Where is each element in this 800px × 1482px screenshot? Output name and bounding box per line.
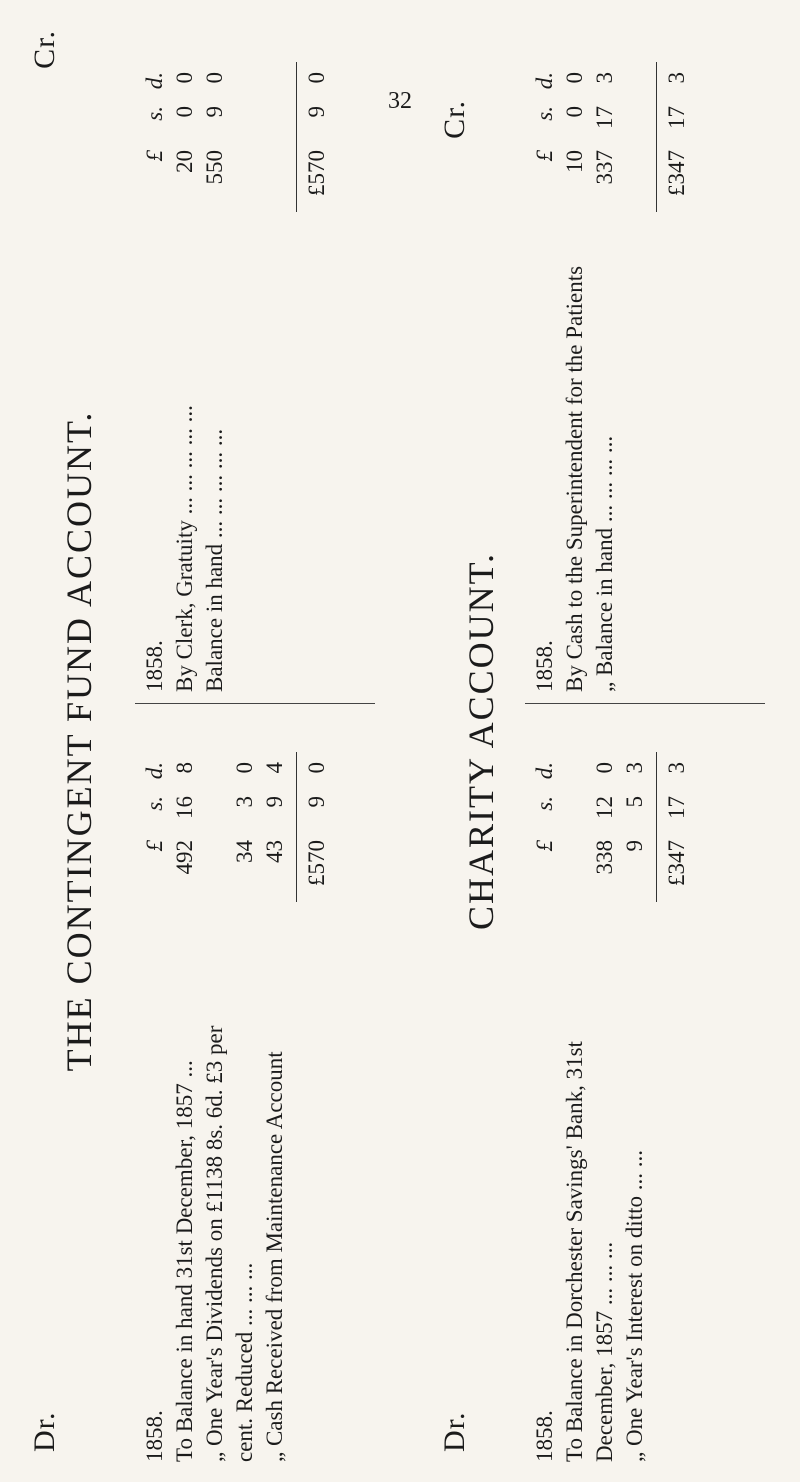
- year-label: 1858.: [142, 1410, 167, 1462]
- pence: 3: [592, 72, 617, 84]
- entry-description: December, 1857 ... ... ...: [592, 1241, 617, 1462]
- total-rule: [656, 752, 657, 902]
- ledger-row: [200, 12, 230, 692]
- pounds: 9: [622, 840, 647, 852]
- debit-column: [530, 712, 692, 1462]
- total-pounds: £347: [664, 840, 689, 886]
- pounds: 337: [592, 150, 617, 185]
- shillings: 9: [202, 106, 227, 118]
- account-title: THE CONTINGENT FUND ACCOUNT.: [59, 410, 99, 1072]
- entry-description: „ One Year's Interest on ditto ... ...: [622, 1149, 647, 1462]
- shillings-header: s.: [142, 796, 167, 811]
- pounds: 20: [172, 150, 197, 173]
- pounds-header: £: [142, 840, 167, 852]
- total-pence: 0: [304, 72, 329, 84]
- total-pence: 3: [664, 762, 689, 774]
- year-label: 1858.: [142, 640, 167, 692]
- pounds: 550: [202, 150, 227, 185]
- entry-description: Balance in hand ... ... ... ... ...: [202, 428, 227, 692]
- pounds: 492: [172, 840, 197, 875]
- entry-description: To Balance in hand 31st December, 1857 ...: [172, 1060, 197, 1462]
- total-shillings: 9: [304, 106, 329, 118]
- total-shillings: 17: [664, 796, 689, 819]
- total-rule: [656, 62, 657, 212]
- pounds-header: £: [532, 150, 557, 162]
- header-row: [530, 12, 560, 692]
- total-rule: [296, 62, 297, 212]
- total-pence: 3: [664, 72, 689, 84]
- header-row: [530, 712, 560, 1462]
- column-divider: [135, 703, 375, 704]
- ledger-row: [170, 12, 200, 692]
- ledger-row: [590, 12, 620, 692]
- total-pounds: £347: [664, 150, 689, 196]
- pence: 8: [172, 762, 197, 774]
- entry-description: To Balance in Dorchester Savings' Bank, 31st: [562, 1041, 587, 1462]
- pence-header: d.: [532, 762, 557, 780]
- pounds: 10: [562, 150, 587, 173]
- pence: 0: [202, 72, 227, 84]
- ledger-row: [590, 712, 620, 1462]
- pence-header: d.: [142, 72, 167, 90]
- pounds: 34: [232, 840, 257, 863]
- credit-marker: Cr.: [28, 30, 61, 69]
- total-pounds: £570: [304, 840, 329, 886]
- pence: 0: [172, 72, 197, 84]
- page-number: 32: [388, 88, 412, 114]
- shillings: 0: [562, 106, 587, 118]
- ledger-row: [560, 712, 590, 1462]
- entry-description: „ Balance in hand ... ... ... ...: [592, 435, 617, 692]
- credit-marker: Cr.: [438, 100, 471, 139]
- column-divider: [525, 703, 765, 704]
- credit-column: [140, 12, 332, 692]
- shillings: 0: [172, 106, 197, 118]
- ledger-row: [260, 712, 290, 1462]
- pounds: 338: [592, 840, 617, 875]
- total-pence: 0: [304, 762, 329, 774]
- shillings: 5: [622, 796, 647, 808]
- total-row: [302, 712, 332, 1462]
- pence: 0: [232, 762, 257, 774]
- shillings: 17: [592, 106, 617, 129]
- shillings-header: s.: [142, 106, 167, 121]
- pence-header: d.: [532, 72, 557, 90]
- debit-column: [140, 712, 332, 1462]
- pence: 0: [562, 72, 587, 84]
- pounds: 43: [262, 840, 287, 863]
- ledger-row: [620, 712, 650, 1462]
- header-row: [140, 12, 170, 692]
- ledger-row: [200, 712, 230, 1462]
- total-rule: [296, 752, 297, 902]
- credit-column: [530, 12, 692, 692]
- total-row: [662, 12, 692, 692]
- year-label: 1858.: [532, 1410, 557, 1462]
- shillings: 12: [592, 796, 617, 819]
- entry-description: cent. Reduced ... ... ...: [232, 1262, 257, 1462]
- entry-description: By Clerk, Gratuity ... ... ... ... ...: [172, 405, 197, 692]
- debit-marker: Dr.: [438, 1411, 471, 1452]
- pence: 4: [262, 762, 287, 774]
- account-title: CHARITY ACCOUNT.: [461, 552, 501, 931]
- debit-marker: Dr.: [28, 1411, 61, 1452]
- ledger-row: [230, 712, 260, 1462]
- year-label: 1858.: [532, 640, 557, 692]
- entry-description: By Cash to the Superintendent for the Patients: [562, 265, 587, 692]
- charity-account: [430, 0, 800, 1482]
- pence-header: d.: [142, 762, 167, 780]
- total-shillings: 17: [664, 106, 689, 129]
- total-pounds: £570: [304, 150, 329, 196]
- shillings: 3: [232, 796, 257, 808]
- shillings: 9: [262, 796, 287, 808]
- shillings-header: s.: [532, 106, 557, 121]
- total-row: [302, 12, 332, 692]
- entry-description: „ Cash Received from Maintenance Account: [262, 1051, 287, 1462]
- total-row: [662, 712, 692, 1462]
- header-row: [140, 712, 170, 1462]
- pounds-header: £: [142, 150, 167, 162]
- pence: 3: [622, 762, 647, 774]
- ledger-row: [560, 12, 590, 692]
- pounds-header: £: [532, 840, 557, 852]
- shillings-header: s.: [532, 796, 557, 811]
- shillings: 16: [172, 796, 197, 819]
- entry-description: „ One Year's Dividends on £1138 8s. 6d. £3 per: [202, 1025, 227, 1462]
- total-shillings: 9: [304, 796, 329, 808]
- ledger-row: [170, 712, 200, 1462]
- pence: 0: [592, 762, 617, 774]
